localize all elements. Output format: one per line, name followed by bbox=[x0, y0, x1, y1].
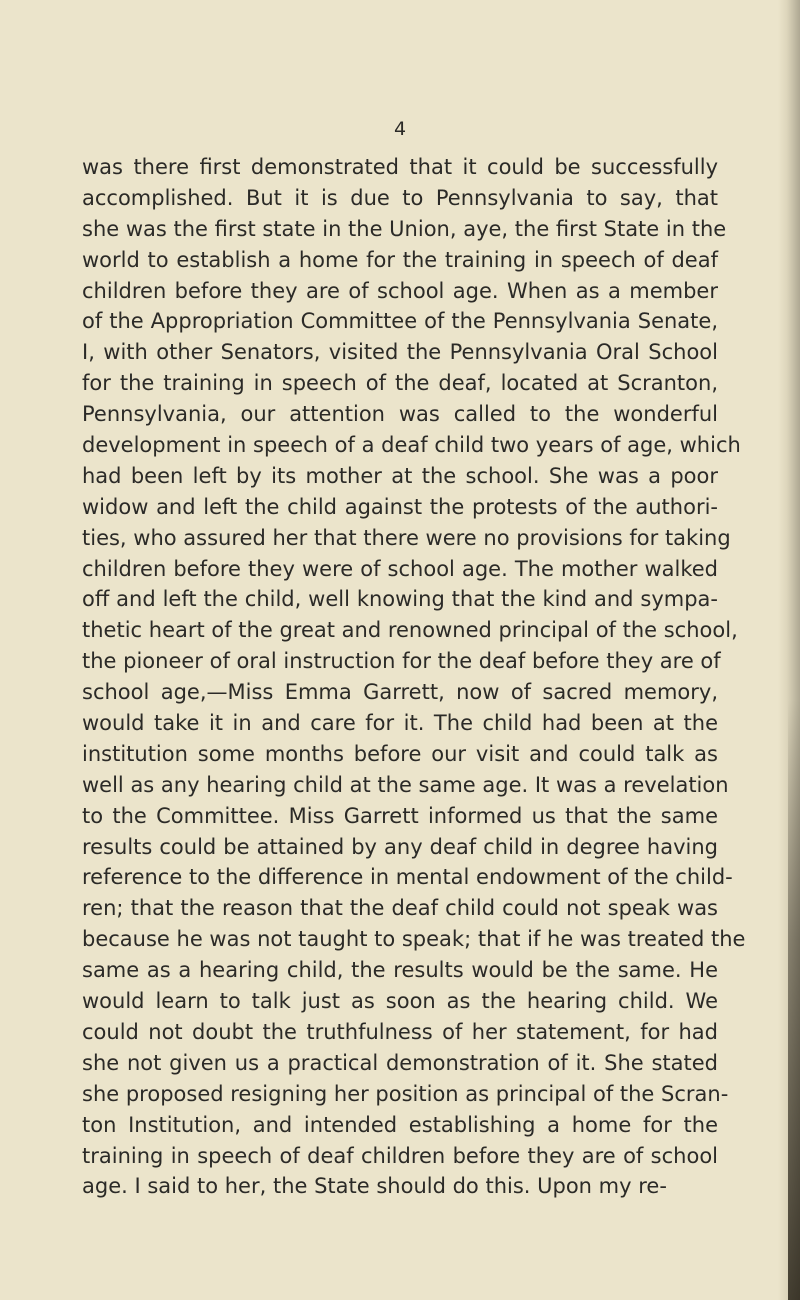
text-line: could not doubt the truthfulness of her statement, for had bbox=[82, 1019, 718, 1044]
text-line: off and left the child, well knowing that the kind and sympa- bbox=[82, 587, 718, 612]
text-line: of the Appropriation Committee of the Pennsylvania Senate, bbox=[82, 309, 718, 334]
text-line: same as a hearing child, the results would be the same. He bbox=[82, 958, 718, 983]
text-line: institution some months before our visit and could talk as bbox=[82, 741, 718, 766]
text-line: I, with other Senators, visited the Pennsylvania Oral School bbox=[82, 340, 718, 365]
text-line: training in speech of deaf children before they are of school bbox=[82, 1143, 718, 1168]
text-line: ton Institution, and intended establishing a home for the bbox=[82, 1112, 718, 1137]
text-line: accomplished. But it is due to Pennsylvania to say, that bbox=[82, 185, 718, 210]
text-line: age. I said to her, the State should do this. Upon my re- bbox=[82, 1174, 667, 1199]
text-line: would take it in and care for it. The child had been at the bbox=[82, 711, 718, 736]
text-line: was there first demonstrated that it could be successfully bbox=[82, 155, 718, 179]
text-line: well as any hearing child at the same age. It was a revelation bbox=[82, 772, 729, 797]
page-number: 4 bbox=[393, 118, 407, 140]
text-line: because he was not taught to speak; that if he was treated the bbox=[82, 927, 746, 952]
text-line: reference to the difference in mental endowment of the child- bbox=[82, 865, 733, 890]
text-line: results could be attained by any deaf child in degree having bbox=[82, 834, 718, 859]
text-line: she not given us a practical demonstration of it. She stated bbox=[82, 1050, 718, 1075]
text-line: Pennsylvania, our attention was called to the wonderful bbox=[82, 402, 718, 427]
text-line: world to establish a home for the training in speech of deaf bbox=[82, 247, 718, 272]
text-line: children before they were of school age. The mother walked bbox=[82, 556, 718, 581]
body-text bbox=[82, 152, 746, 1202]
text-line: to the Committee. Miss Garrett informed us that the same bbox=[82, 803, 718, 828]
text-line: development in speech of a deaf child two years of age, which bbox=[82, 433, 741, 458]
text-line: had been left by its mother at the school. She was a poor bbox=[82, 463, 718, 488]
text-line: widow and left the child against the protests of the authori- bbox=[82, 494, 718, 519]
text-line: ties, who assured her that there were no provisions for taking bbox=[82, 525, 731, 550]
text-line: she proposed resigning her position as principal of the Scran- bbox=[82, 1081, 729, 1106]
text-line: would learn to talk just as soon as the hearing child. We bbox=[82, 989, 718, 1014]
text-line: the pioneer of oral instruction for the deaf before they are of bbox=[82, 649, 721, 674]
text-line: ren; that the reason that the deaf child could not speak was bbox=[82, 896, 718, 921]
text-line: children before they are of school age. When as a member bbox=[82, 278, 718, 303]
text-line: school age,—Miss Emma Garrett, now of sacred memory, bbox=[82, 680, 718, 705]
text-line: she was the first state in the Union, aye, the first State in the bbox=[82, 216, 727, 241]
page-edge-dark bbox=[788, 700, 800, 1300]
text-line: for the training in speech of the deaf, located at Scranton, bbox=[82, 371, 718, 396]
text-line: thetic heart of the great and renowned principal of the school, bbox=[82, 618, 738, 643]
